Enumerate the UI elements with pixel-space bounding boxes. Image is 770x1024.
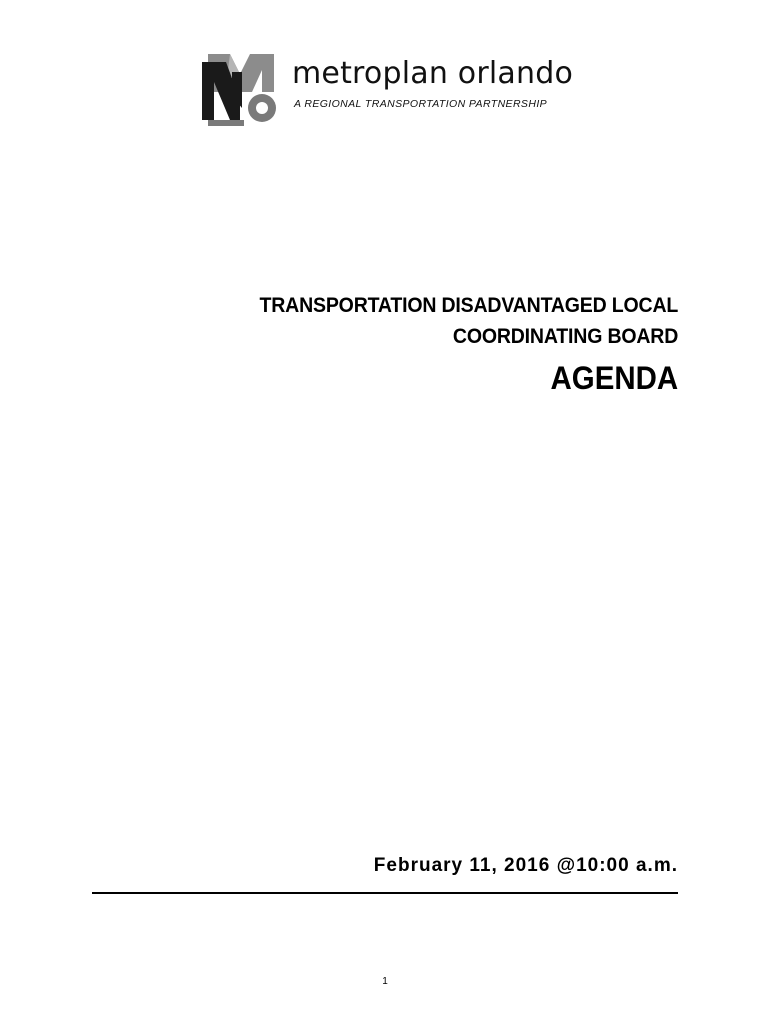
logo-tagline: A REGIONAL TRANSPORTATION PARTNERSHIP — [294, 98, 548, 110]
title-line-1: TRANSPORTATION DISADVANTAGED LOCAL — [259, 294, 678, 317]
metroplan-logo — [200, 52, 590, 128]
logo-name: metroplan orlando — [292, 56, 574, 91]
document-title — [228, 290, 678, 398]
page-number: 1 — [382, 976, 388, 987]
metroplan-mo-logo-icon — [200, 52, 280, 126]
agenda-heading: AGENDA — [550, 360, 678, 396]
title-line-2: COORDINATING BOARD — [452, 325, 678, 348]
horizontal-rule — [92, 892, 678, 894]
meeting-date: February 11, 2016 @10:00 a.m. — [373, 855, 678, 876]
